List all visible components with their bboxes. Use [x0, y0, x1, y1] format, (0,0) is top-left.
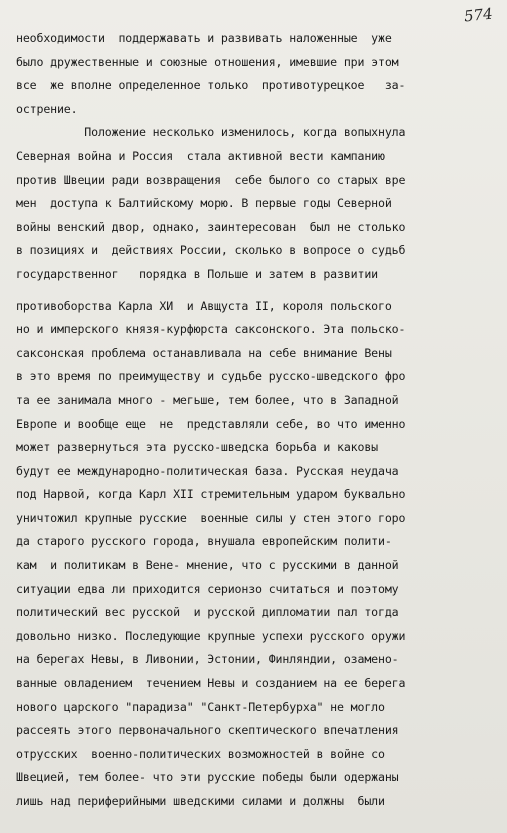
text-line: будут ее международно-политическая база. Русская неудача — [16, 463, 399, 478]
text-line: нового царского "парадиза" "Санкт-Петербурха" не могло — [16, 699, 385, 714]
text-line: мен доступа к Балтийскому морю. В первые годы Северной — [16, 196, 392, 211]
text-line: противоборства Карла ХИ и Авщуста II, короля польского — [16, 298, 392, 313]
text-line: на берегах Невы, в Ливонии, Эстонии, Финляндии, озамено- — [16, 652, 399, 667]
text-line: да старого русского города, внушала европейским полити- — [16, 534, 392, 549]
text-line: в позициях и действиях России, сколько в вопросе о судьб — [16, 243, 406, 258]
text-line: было дружественные и союзные отношения, имевшие при этом — [16, 54, 399, 69]
text-line: Положение несколько изменилось, когда вопыхнула — [16, 125, 406, 140]
text-line: государственног порядка в Польше и затем в развитии — [16, 266, 378, 281]
text-line: лишь над периферийными шведскими силами и должны были — [16, 794, 385, 808]
text-line: необходимости поддержавать и развивать наложенные уже — [16, 31, 392, 45]
text-line: отрусских военно-политических возможностей в войне со — [16, 746, 385, 761]
text-line: может развернуться эта русско-шведска борьба и каковы — [16, 440, 378, 455]
text-line: довольно низко. Последующие крупные успехи русского оружи — [16, 628, 406, 643]
text-line: политический вес русской и русской дипломатии пал тогда — [16, 605, 399, 620]
text-line: ситуации едва ли приходится серионзо считаться и поэтому — [16, 581, 399, 596]
text-line: Швецией, тем более- что эти русские победы были одержаны — [16, 770, 399, 785]
text-line: кам и политикам в Вене- мнение, что с русскими в данной — [16, 558, 399, 573]
text-line: в это время по преимуществу и судьбе русско-шведского фро — [16, 369, 406, 384]
text-line: под Нарвой, когда Карл XII стремительным ударом буквально — [16, 487, 406, 502]
text-line: острение. — [16, 101, 78, 116]
text-line: рассеять этого первоначального скептического впечатления — [16, 723, 399, 738]
text-line: все же вполне определенное только противотурецкое за- — [16, 78, 406, 93]
text-line: против Швеции ради возвращения себе былого со старых вре — [16, 172, 406, 187]
text-line: уничтожил крупные русские военные силы у стен этого горо — [16, 510, 406, 525]
text-line: Северная война и Россия стала активной вести кампанию — [16, 148, 385, 163]
page-number: 574 — [463, 4, 494, 26]
text-line: саксонская проблема останавливала на себе внимание Вены — [16, 345, 392, 360]
body-text — [16, 27, 496, 814]
text-line: но и имперского князя-курфюрста саксонского. Эта польско- — [16, 322, 406, 337]
text-line: та ее занимала много - мегьше, тем более, что в Западной — [16, 392, 399, 407]
text-line: ванные овладением течением Невы и созданием на ее берега — [16, 676, 406, 691]
text-line: Европе и вообще еще не представляли себе, во что именно — [16, 416, 406, 431]
text-line: войны венский двор, однако, заинтересован был не столько — [16, 219, 406, 234]
